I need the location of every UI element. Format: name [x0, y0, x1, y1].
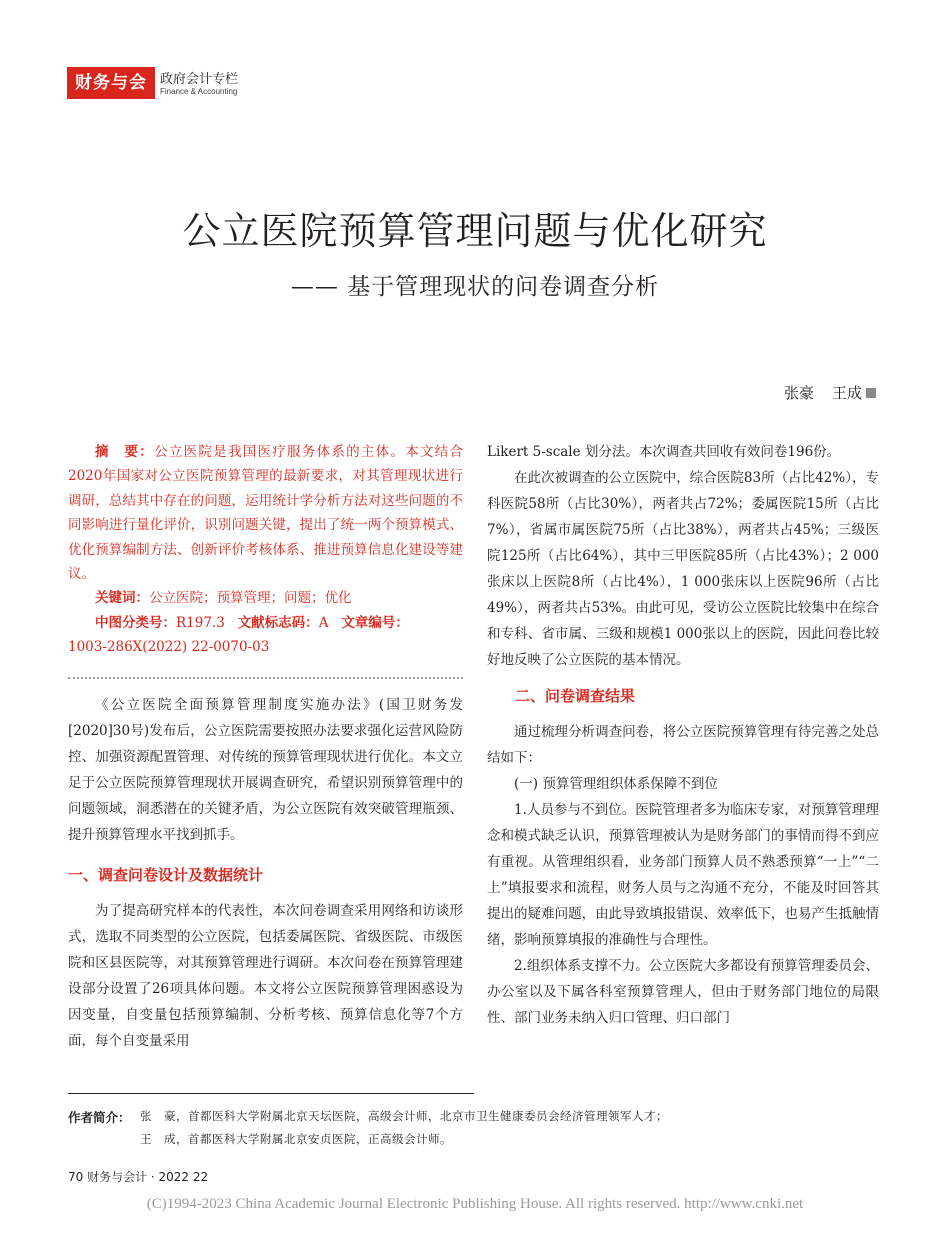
body-paragraph: 在此次被调查的公立医院中，综合医院83所（占比42%），专科医院58所（占比30%），两者共占72%；委属医院15所（占比7%），省属市属医院75所（占比38%），两者共占45%；三级医院125所（占比64%），其中三甲医院85所（占比43%）；2 000张床以上医院8所（占比4%），1 000张床以上医院96所（占比49%），两者共占53%。由此可见，受访公立医院比较集中在综合和专科、省市属、三级和规模1 000张以上的医院，因此问卷比较好地反映了公立医院的基本情况。	[487, 470, 879, 668]
body-paragraph: 为了提高研究样本的代表性，本次问卷调查采用网络和访谈形式，选取不同类型的公立医院，包括委属医院、省级医院、市级医院和区县医院等，对其预算管理进行调研。本次问卷在预算管理建设部分设置了26项具体问题。本文将公立医院预算管理困惑设为因变量，自变量包括预算编制、分析考核、预算信息化等7个方面，每个自变量采用	[68, 903, 463, 1049]
article-no-line	[68, 635, 463, 659]
intro-paragraph: 《公立医院全面预算管理制度实施办法》(国卫财务发[2020]30号)发布后，公立医院需要按照办法要求强化运营风险防控、加强资源配置管理、对传统的预算管理现状进行优化。本文立足于公立医院预算管理现状开展调查研究，希望识别预算管理中的问题领域，洞悉潜在的关键矛盾，为公立医院有效突破管理瓶颈、提升预算管理水平找到抓手。	[68, 697, 463, 843]
author-bio-line: 张 豪，首都医科大学附属北京天坛医院，高级会计师，北京市卫生健康委员会经济管理领军人才；	[140, 1109, 668, 1123]
page-footer: 70 财务与会计 · 2022 22	[68, 1170, 209, 1184]
column-name: 政府会计专栏	[160, 72, 239, 87]
author-name: 王成	[831, 384, 862, 402]
body-paragraph: Likert 5-scale 划分法。本次调查共回收有效问卷196份。	[487, 444, 841, 460]
abstract-label: 摘 要：	[95, 444, 155, 460]
author-list	[784, 382, 876, 403]
section-heading: 一、调查问卷设计及数据统计	[68, 866, 264, 884]
keywords-text: 公立医院；预算管理；问题；优化	[149, 590, 352, 607]
doc-value: A	[318, 614, 329, 631]
footnote-rule	[68, 1093, 474, 1094]
clc-label: 中图分类号：	[95, 614, 176, 631]
subsection-heading: (一) 预算管理组织体系保障不到位	[514, 776, 718, 792]
end-square-icon	[866, 388, 876, 398]
article-no-label: 文章编号：	[341, 614, 409, 631]
body-paragraph: 通过梳理分析调查问卷，将公立医院预算管理有待完善之处总结如下：	[487, 724, 879, 766]
body-paragraph: 2.组织体系支撑不力。公立医院大多都设有预算管理委员会、办公室以及下属各科室预算管理人，但由于财务部门地位的局限性、部门业务未纳入归口管理、归口部门	[487, 958, 879, 1026]
copyright-watermark: (C)1994-2023 China Academic Journal Electronic Publishing House. All rights reserved. http://www.cnki.net	[146, 1196, 804, 1212]
section-heading: 二、问卷调查结果	[515, 687, 636, 705]
classification-line	[68, 611, 463, 635]
author-name: 张豪	[783, 384, 814, 402]
body-paragraph: 1.人员参与不到位。医院管理者多为临床专家，对预算管理理念和模式缺乏认识，预算管理被认为是财务部门的事情而得不到应有重视。从管理组织看，业务部门预算人员不熟悉预算“一上”“二上”填报要求和流程，财务人员与之沟通不充分，不能及时回答其提出的疑难问题，由此导致填报错误、效率低下，也易产生抵触情绪，影响预算填报的准确性与合理性。	[487, 802, 879, 948]
article-title: 公立医院预算管理问题与优化研究	[182, 209, 768, 253]
article-no-value: 1003-286X(2022) 22-0070-03	[68, 639, 270, 656]
right-column	[487, 439, 879, 1031]
clc-value: R197.3	[176, 614, 225, 631]
article-subtitle: —— 基于管理现状的问卷调查分析	[290, 274, 660, 300]
left-column	[68, 692, 463, 1054]
author-bio-line: 王 成，首都医科大学附属北京安贞医院，正高级会计师。	[140, 1132, 452, 1146]
author-bio-label: 作者简介：	[68, 1110, 131, 1125]
abstract-divider	[68, 677, 463, 679]
keywords-line	[68, 586, 463, 610]
abstract-block	[68, 440, 463, 660]
abstract-text: 公立医院是我国医疗服务体系的主体。本文结合2020年国家对公立医院预算管理的最新要求，对其管理现状进行调研，总结其中存在的问题，运用统计学分析方法对这些问题的不同影响进行量化评价，识别问题关键，提出了统一两个预算模式、优化预算编制方法、创新评价考核体系、推进预算信息化建设等建议。	[68, 444, 464, 583]
abstract-paragraph	[68, 440, 463, 586]
journal-logo: 财务与会计	[67, 67, 155, 99]
keywords-label: 关键词：	[95, 590, 149, 607]
column-subtitle: Finance & Accounting	[160, 87, 238, 96]
doc-label: 文献标志码：	[237, 614, 319, 631]
